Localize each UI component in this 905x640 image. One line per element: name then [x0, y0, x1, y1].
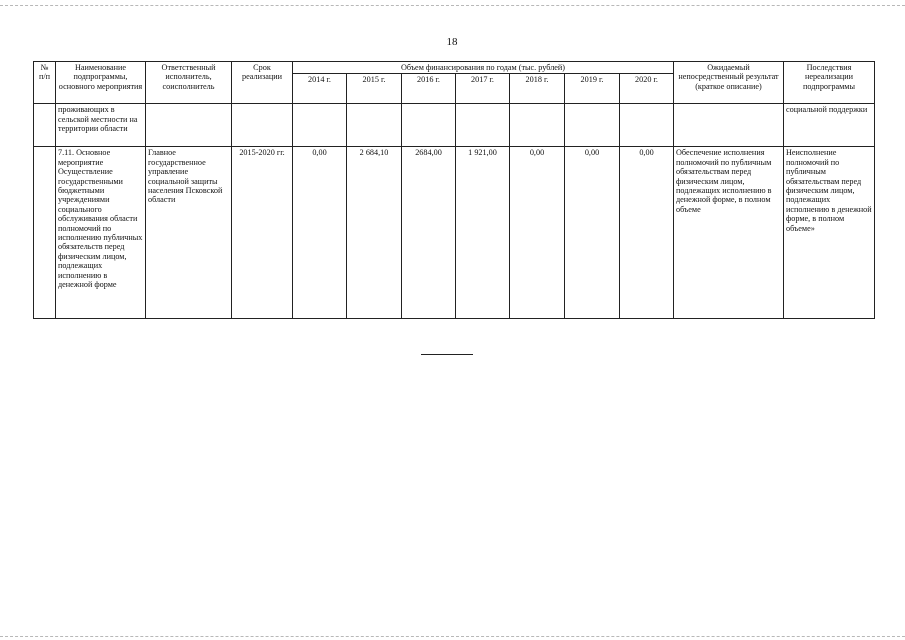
cont-2015: [347, 104, 402, 147]
row-name: 7.11. Основное мероприятие Осуществление государственными бюджетными учреждениями социального обслуживания области полномочий по исполнению публичных обязательств перед физическим лицом, подлежащих исполнению в денежной форме: [56, 147, 146, 319]
header-name: Наименование подпрограммы, основного мероприятия: [56, 62, 146, 104]
end-of-document-line: [421, 354, 473, 355]
table-row: [34, 147, 875, 319]
row-value-2019: 0,00: [565, 147, 620, 319]
header-consequences: Последствия нереализации подпрограммы: [784, 62, 875, 104]
header-expected: Ожидаемый непосредственный результат (краткое описание): [674, 62, 784, 104]
cont-2018: [510, 104, 565, 147]
cont-2019: [565, 104, 620, 147]
row-value-2017: 1 921,00: [456, 147, 510, 319]
row-value-2014: 0,00: [293, 147, 347, 319]
financing-table: [33, 61, 875, 319]
header-year-2016: 2016 г.: [402, 74, 456, 104]
header-year-2020: 2020 г.: [620, 74, 674, 104]
header-num: № п/п: [34, 62, 56, 104]
row-consequences: Неисполнение полномочий по публичным обязательствам перед физическим лицом, подлежащих исполнению в денежной форме, в полном объеме»: [784, 147, 875, 319]
cont-2016: [402, 104, 456, 147]
header-financing: Объем финансирования по годам (тыс. рублей): [293, 62, 674, 74]
header-year-2018: 2018 г.: [510, 74, 565, 104]
header-year-2014: 2014 г.: [293, 74, 347, 104]
row-expected: Обеспечение исполнения полномочий по публичным обязательствам перед физическим лицом, подлежащих исполнению в денежной форме, в полном объеме: [674, 147, 784, 319]
row-value-2016: 2684,00: [402, 147, 456, 319]
page-number: 18: [446, 36, 458, 48]
cont-expected: [674, 104, 784, 147]
header-term: Срок реализации: [232, 62, 293, 104]
row-num: [34, 147, 56, 319]
header-row: [34, 62, 875, 74]
continuation-row: [34, 104, 875, 147]
header-year-2017: 2017 г.: [456, 74, 510, 104]
cont-term: [232, 104, 293, 147]
header-year-2015: 2015 г.: [347, 74, 402, 104]
row-value-2018: 0,00: [510, 147, 565, 319]
row-term: 2015-2020 гг.: [232, 147, 293, 319]
row-value-2015: 2 684,10: [347, 147, 402, 319]
cont-2017: [456, 104, 510, 147]
row-value-2020: 0,00: [620, 147, 674, 319]
scan-edge-bottom: [0, 636, 905, 637]
scan-edge-top: [0, 5, 905, 6]
cont-2020: [620, 104, 674, 147]
cont-responsible: [146, 104, 232, 147]
header-year-2019: 2019 г.: [565, 74, 620, 104]
cont-2014: [293, 104, 347, 147]
header-responsible: Ответственный исполнитель, соисполнитель: [146, 62, 232, 104]
cont-name: проживающих в сельской местности на территории области: [56, 104, 146, 147]
cont-num: [34, 104, 56, 147]
cont-consequences: социальной поддержки: [784, 104, 875, 147]
row-responsible: Главное государственное управление социальной защиты населения Псковской области: [146, 147, 232, 319]
